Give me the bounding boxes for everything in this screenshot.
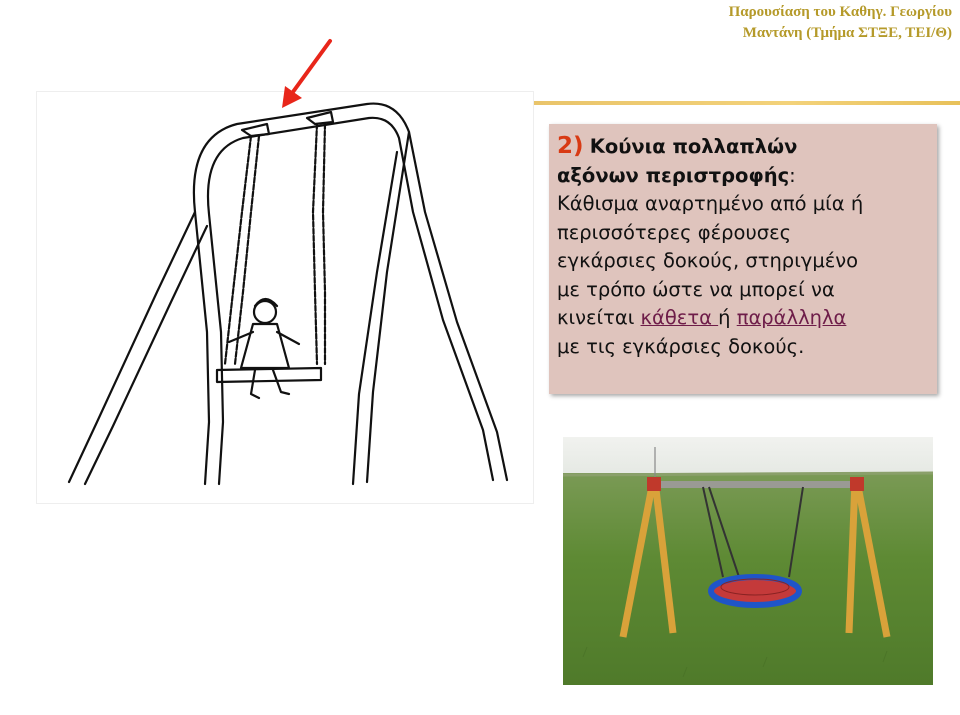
heading-part-1: Κούνια πολλαπλών bbox=[589, 135, 798, 158]
nest-swing-photo bbox=[563, 437, 933, 685]
swing-line-drawing bbox=[37, 92, 533, 503]
description-line-5 bbox=[557, 304, 929, 333]
description-line-1: Κάθισμα αναρτημένο από μία ή bbox=[557, 192, 864, 215]
description-line-6: με τις εγκάρσιες δοκούς. bbox=[557, 334, 805, 358]
line-5-prefix: κινείται bbox=[557, 306, 641, 329]
heading-part-2: αξόνων περιστροφής bbox=[557, 163, 790, 187]
credit-line-1: Παρουσίαση του Καθηγ. Γεωργίου bbox=[728, 4, 952, 20]
description-box bbox=[549, 124, 937, 394]
description-heading-line-1 bbox=[557, 132, 929, 162]
heading-colon: : bbox=[789, 163, 796, 187]
item-number: 2) bbox=[557, 133, 584, 159]
description-line-2: περισσότερες φέρουσες bbox=[557, 220, 792, 244]
swing-drawing-panel bbox=[37, 92, 533, 503]
description-line-4: με τρόπο ώστε να μπορεί να bbox=[557, 277, 835, 301]
photo-illustration bbox=[563, 437, 933, 685]
link-vertical[interactable]: κάθετα bbox=[640, 306, 719, 329]
line-5-middle: ή bbox=[718, 306, 737, 329]
red-arrow-icon bbox=[276, 38, 336, 110]
description-line-3: εγκάρσιες δοκούς, στηριγμένο bbox=[557, 249, 859, 272]
description-heading-line-2 bbox=[557, 162, 929, 191]
credit-line-2: Μαντάνη (Τμήμα ΣΤΞΕ, ΤΕΙ/Θ) bbox=[742, 25, 952, 41]
gold-divider bbox=[533, 101, 960, 105]
presentation-credit bbox=[532, 2, 952, 44]
link-parallel[interactable]: παράλληλα bbox=[736, 306, 847, 329]
